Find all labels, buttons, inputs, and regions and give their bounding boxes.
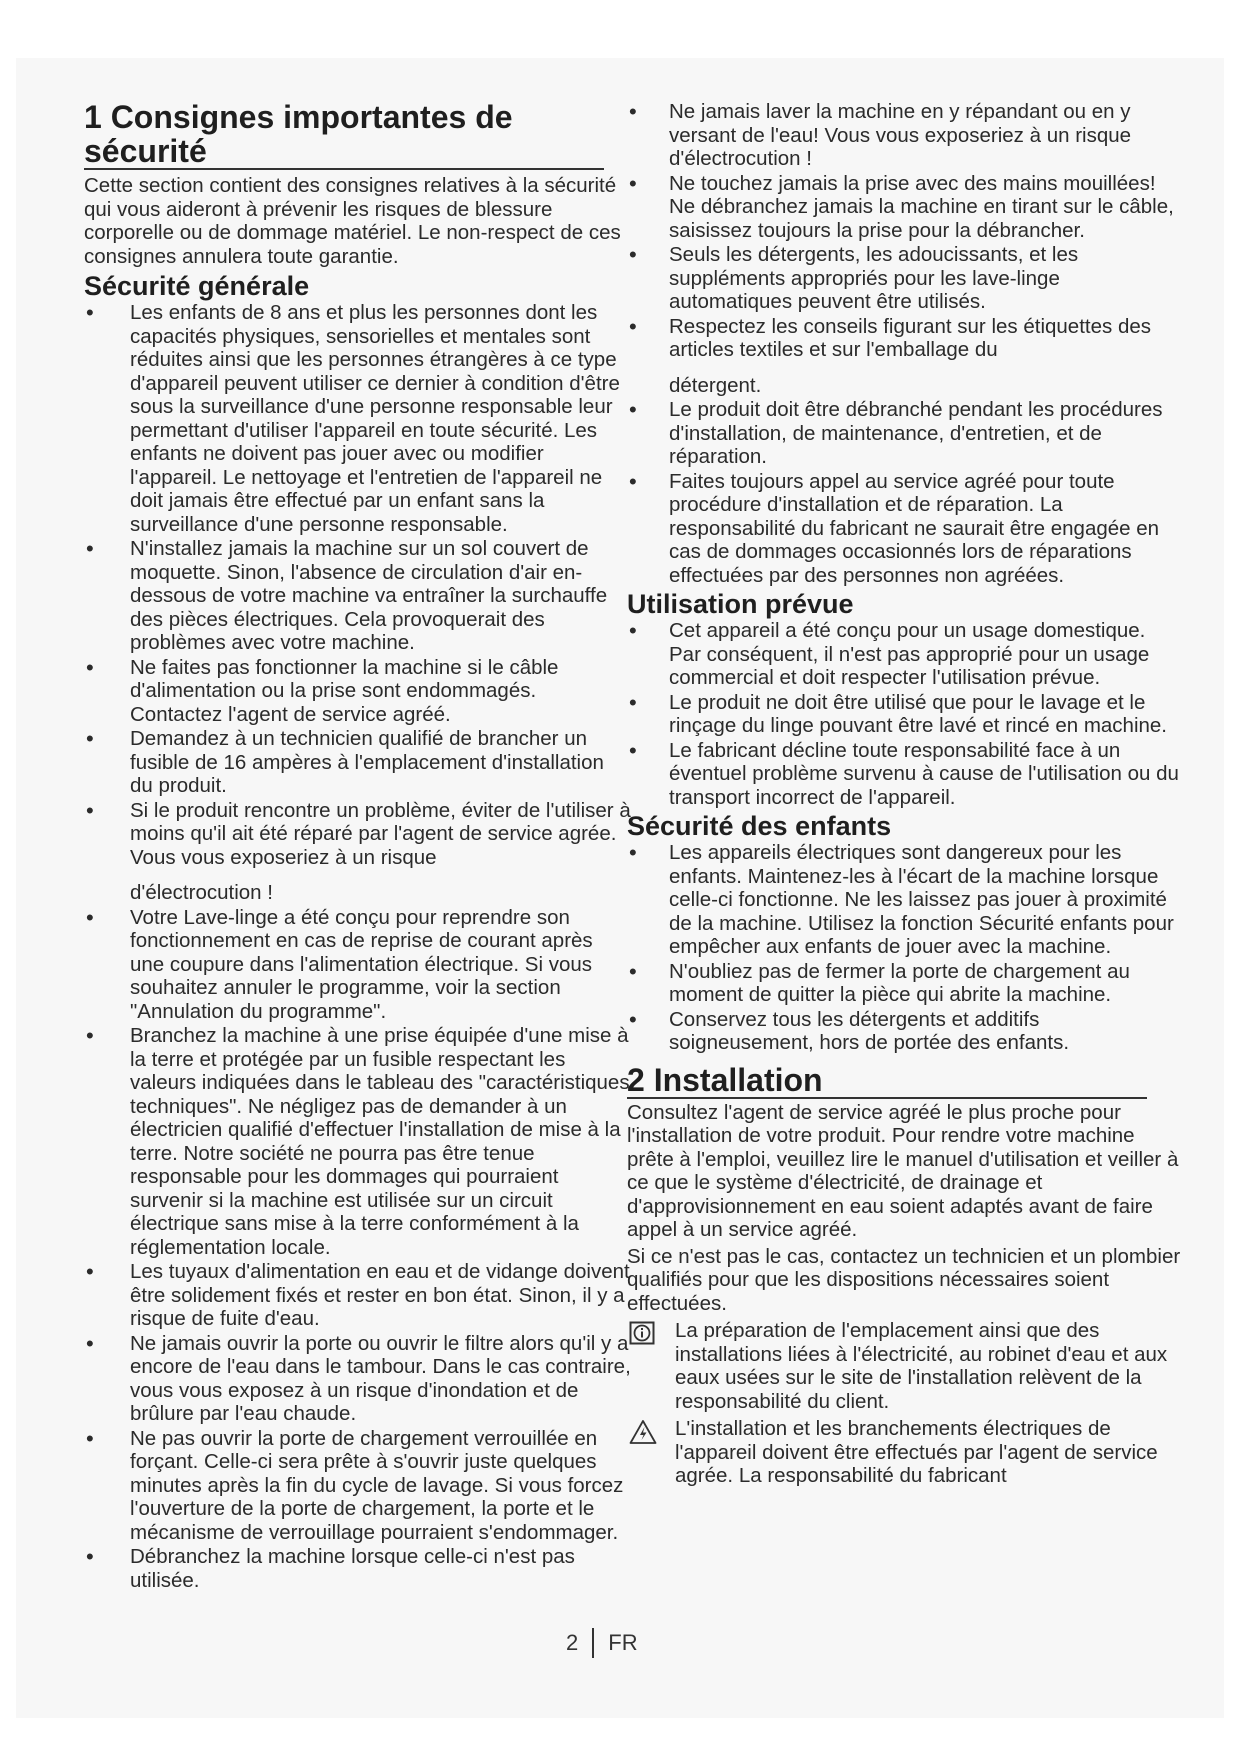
list-item: • Le fabricant décline toute responsabilité face à un éventuel problème survenu à cause de l'utilisation ou du transport incorrect de l'appareil. <box>629 737 1179 809</box>
info-note: La préparation de l'emplacement ainsi que des installations liées à l'électricité, au robinet d'eau et aux eaux usées sur le site de l'installation relèvent de la responsabilité du client. <box>627 1319 1182 1413</box>
list-item: • Les tuyaux d'alimentation en eau et de vidange doivent être solidement fixés et rester en bon état. Sinon, il y a risque de fuite d'eau. <box>86 1259 630 1330</box>
section-2-title: 2 Installation <box>627 1063 1147 1099</box>
section-1-title: 1 Consignes importantes de sécurité <box>84 100 604 170</box>
list-item: • Cet appareil a été conçu pour un usage domestique. Par conséquent, il n'est pas approprié pour un usage commercial et doit respecter l'utilisation prévue. <box>629 618 1150 689</box>
general-safety-list <box>84 301 632 1592</box>
left-column <box>84 100 632 1593</box>
list-item: • Les enfants de 8 ans et plus les personnes dont les capacités physiques, sensorielles et mentales sont réduites ainsi que les personnes étrangères à ce type d'appareil peuvent utiliser ce dernier à condition d'être sous la surveillance d'une personne responsable leur permettant d'utiliser l'appareil en toute sécurité. Les enfants ne doivent pas jouer avec ou modifier l'appareil. Le nettoyage et l'entretien de l'appareil ne doit jamais être effectué par un enfant sans la surveillance d'une personne responsable. <box>86 300 620 536</box>
general-safety-heading: Sécurité générale <box>84 271 310 301</box>
list-item: • Ne faites pas fonctionner la machine si le câble d'alimentation ou la prise sont endommagés. Contactez l'agent de service agréé. <box>86 654 559 726</box>
list-item: • Ne jamais laver la machine en y répandant ou en y versant de l'eau! Vous vous exposeriez à un risque d'électrocution ! <box>629 99 1132 170</box>
list-item: • Demandez à un technicien qualifié de brancher un fusible de 16 ampères à l'emplacement d'installation du produit. <box>86 726 604 797</box>
info-icon <box>629 1321 655 1351</box>
list-item: • Ne pas ouvrir la porte de chargement verrouillée en forçant. Celle-ci sera prête à s'ouvrir juste quelques minutes après la fin du cycle de lavage. Si vous forcez l'ouverture de la porte de chargement, la porte et le mécanisme de verrouillage pourraient s'endommager. <box>86 1425 624 1544</box>
list-item: • Débranchez la machine lorsque celle-ci n'est pas utilisée. <box>86 1544 575 1592</box>
warning-note: L'installation et les branchements électriques de l'appareil doivent être effectués par l'agent de service agrée. La responsabilité du fabricant <box>627 1417 1182 1488</box>
child-safety-heading: Sécurité des enfants <box>627 811 892 841</box>
language-code: FR <box>608 1630 638 1655</box>
list-item: • Branchez la machine à une prise équipée d'une mise à la terre et protégée par un fusible respectant les valeurs indiquées dans le tableau des "caractéristiques techniques". Ne négligez pas de demander à un électricien qualifié d'effectuer l'installation de mise à la terre. Notre société ne pourra pas être tenue responsable pour les dommages qui pourraient survenir si la machine est utilisée sur un circuit électrique sans mise à la terre conformément à la réglementation locale. <box>86 1023 630 1259</box>
section-1-intro: Cette section contient des consignes relatives à la sécurité qui vous aideront à prévenir les risques de blessure corporelle ou de dommage matériel. Le non-respect de ces consignes annulera toute garantie. <box>84 174 621 268</box>
list-item: • Ne touchez jamais la prise avec des mains mouillées! Ne débranchez jamais la machine en tirant sur le câble, saisissez toujours la prise pour la débrancher. <box>629 170 1174 242</box>
list-item: • Seuls les détergents, les adoucissants, et les suppléments appropriés pour les lave-linge automatiques peuvent être utilisés. <box>629 242 1079 313</box>
page-footer <box>566 1628 638 1658</box>
list-item: • Ne jamais ouvrir la porte ou ouvrir le filtre alors qu'il y a encore de l'eau dans le tambour. Dans le cas contraire, vous vous exposez à un risque d'inondation et de brûlure par l'eau chaude. <box>86 1330 631 1425</box>
installation-paragraph-2: Si ce n'est pas le cas, contactez un technicien et un plombier qualifiés pour que les dispositions nécessaires soient effectuées. <box>627 1244 1181 1315</box>
right-column <box>627 100 1182 1488</box>
list-item: • Les appareils électriques sont dangereux pour les enfants. Maintenez-les à l'écart de la machine lorsque celle-ci fonctionne. Ne les laissez pas jouer à proximité de la machine. Utilisez la fonction Sécurité enfants pour empêcher aux enfants de jouer avec la machine. <box>629 840 1174 958</box>
intended-use-heading: Utilisation prévue <box>627 589 854 619</box>
list-item: • Le produit doit être débranché pendant les procédures d'installation, de maintenance, d'entretien, et de réparation. <box>629 397 1163 468</box>
list-item: • N'oubliez pas de fermer la porte de chargement au moment de quitter la pièce qui abrite la machine. <box>629 958 1130 1006</box>
footer-divider <box>592 1628 594 1658</box>
page-number: 2 <box>566 1630 579 1655</box>
list-item: • Respectez les conseils figurant sur les étiquettes des articles textiles et sur l'emballage du détergent. <box>629 313 1152 397</box>
general-safety-list-continued <box>627 100 1182 587</box>
list-item: • Faites toujours appel au service agréé pour toute procédure d'installation et de réparation. La responsabilité du fabricant ne saurait être engagée en cas de dommages occasionnés lors de réparations effectuées par des personnes non agréées. <box>629 468 1160 587</box>
child-safety-list <box>627 841 1182 1055</box>
list-item: • Conservez tous les détergents et additifs soigneusement, hors de portée des enfants. <box>629 1006 1070 1054</box>
list-item: • Si le produit rencontre un problème, éviter de l'utiliser à moins qu'il ait été réparé par l'agent de service agrée. Vous vous exposeriez à un risque d'électrocution ! <box>86 797 631 904</box>
list-item: • Le produit ne doit être utilisé que pour le lavage et le rinçage du linge pouvant être lavé et rincé en machine. <box>629 689 1168 737</box>
list-item: • Votre Lave-linge a été conçu pour reprendre son fonctionnement en cas de reprise de courant après une coupure dans l'alimentation électrique. Si vous souhaitez annuler le programme, voir la section "Annulation du programme". <box>86 904 593 1023</box>
electrical-warning-icon <box>629 1419 657 1451</box>
list-item: • N'installez jamais la machine sur un sol couvert de moquette. Sinon, l'absence de circulation d'air en-dessous de votre machine va entraîner la surchauffe des pièces électriques. Cela provoquerait des problèmes avec votre machine. <box>86 536 608 654</box>
installation-paragraph-1: Consultez l'agent de service agréé le plus proche pour l'installation de votre produit. Pour rendre votre machine prête à l'emploi, veuillez lire le manuel d'utilisation et veiller à ce que le système d'électricité, de drainage et d'approvisionnement en eau soient adaptés avant de faire appel à un service agréé. <box>627 1100 1179 1241</box>
intended-use-list <box>627 619 1182 809</box>
